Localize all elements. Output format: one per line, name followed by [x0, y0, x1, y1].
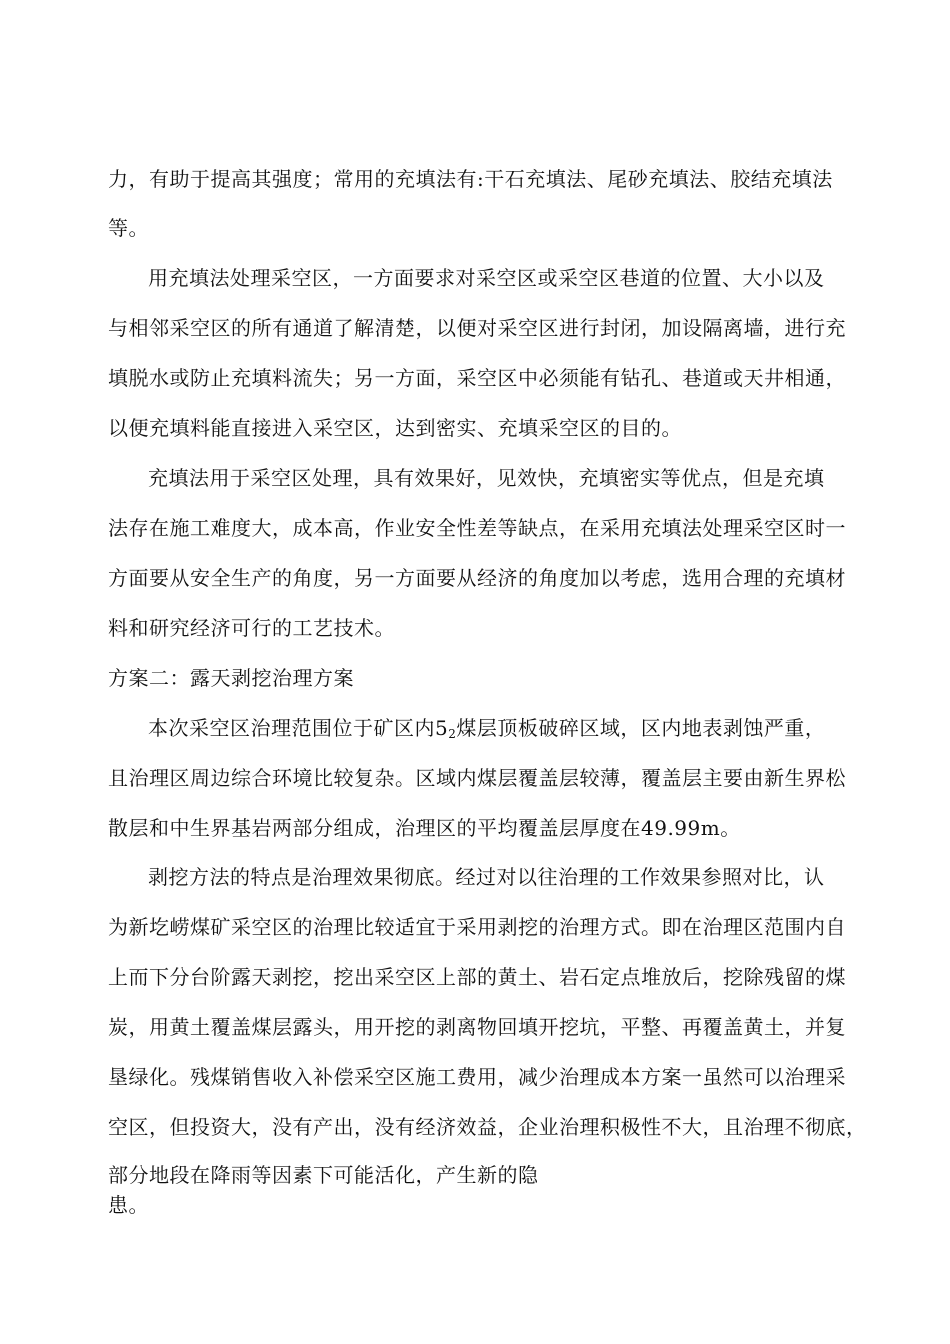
paragraph-line: 料和研究经济可行的工艺技术。 [108, 616, 395, 640]
paragraph-line: 以便充填料能直接进入采空区，达到密实、充填采空区的目的。 [108, 416, 682, 440]
paragraph-line: 方面要从安全生产的角度，另一方面要从经济的角度加以考虑，选用合理的充填材 [108, 566, 846, 590]
paragraph-line: 部分地段在降雨等因素下可能活化，产生新的隐 [108, 1163, 539, 1187]
line-segment: 本次采空区治理范围位于矿区内5 [148, 716, 449, 740]
section-heading: 方案二：露天剥挖治理方案 [108, 666, 354, 690]
paragraph-line: 剥挖方法的特点是治理效果彻底。经过对以往治理的工作效果参照对比，认 [148, 865, 825, 889]
paragraph-line: 上而下分台阶露天剥挖，挖出采空区上部的黄土、岩石定点堆放后，挖除残留的煤 [108, 965, 846, 989]
paragraph-line: 患。 [108, 1193, 149, 1217]
paragraph-line: 散层和中生界基岩两部分组成，治理区的平均覆盖层厚度在49.99m。 [108, 816, 741, 840]
paragraph-line: 与相邻采空区的所有通道了解清楚，以便对采空区进行封闭，加设隔离墙，进行充 [108, 316, 846, 340]
paragraph-line: 法存在施工难度大，成本高，作业安全性差等缺点，在采用充填法处理采空区时一 [108, 516, 846, 540]
paragraph-line: 填脱水或防止充填料流失；另一方面，采空区中必须能有钻孔、巷道或天井相通， [108, 366, 846, 390]
subscript: 2 [448, 727, 457, 741]
paragraph-line: 垦绿化。残煤销售收入补偿采空区施工费用，减少治理成本方案一虽然可以治理采 [108, 1065, 846, 1089]
line-segment: 煤层顶板破碎区域，区内地表剥蚀严重， [456, 716, 826, 740]
paragraph-line: 用充填法处理采空区，一方面要求对采空区或采空区巷道的位置、大小以及 [148, 266, 825, 290]
paragraph-line: 充填法用于采空区处理，具有效果好，见效快，充填密实等优点，但是充填 [148, 466, 825, 490]
paragraph-line: 为新圪崂煤矿采空区的治理比较适宜于采用剥挖的治理方式。即在治理区范围内自 [108, 915, 846, 939]
paragraph-line [148, 715, 825, 741]
paragraph-line: 炭，用黄土覆盖煤层露头，用开挖的剥离物回填开挖坑，平整、再覆盖黄土，并复 [108, 1015, 846, 1039]
paragraph-line: 空区，但投资大，没有产出，没有经济效益，企业治理积极性不大，且治理不彻底， [108, 1115, 867, 1139]
paragraph-line: 力，有助于提高其强度；常用的充填法有:干石充填法、尾砂充填法、胶结充填法 [108, 167, 833, 191]
paragraph-line: 等。 [108, 216, 149, 240]
paragraph-line: 且治理区周边综合环境比较复杂。区域内煤层覆盖层较薄，覆盖层主要由新生界松 [108, 766, 846, 790]
